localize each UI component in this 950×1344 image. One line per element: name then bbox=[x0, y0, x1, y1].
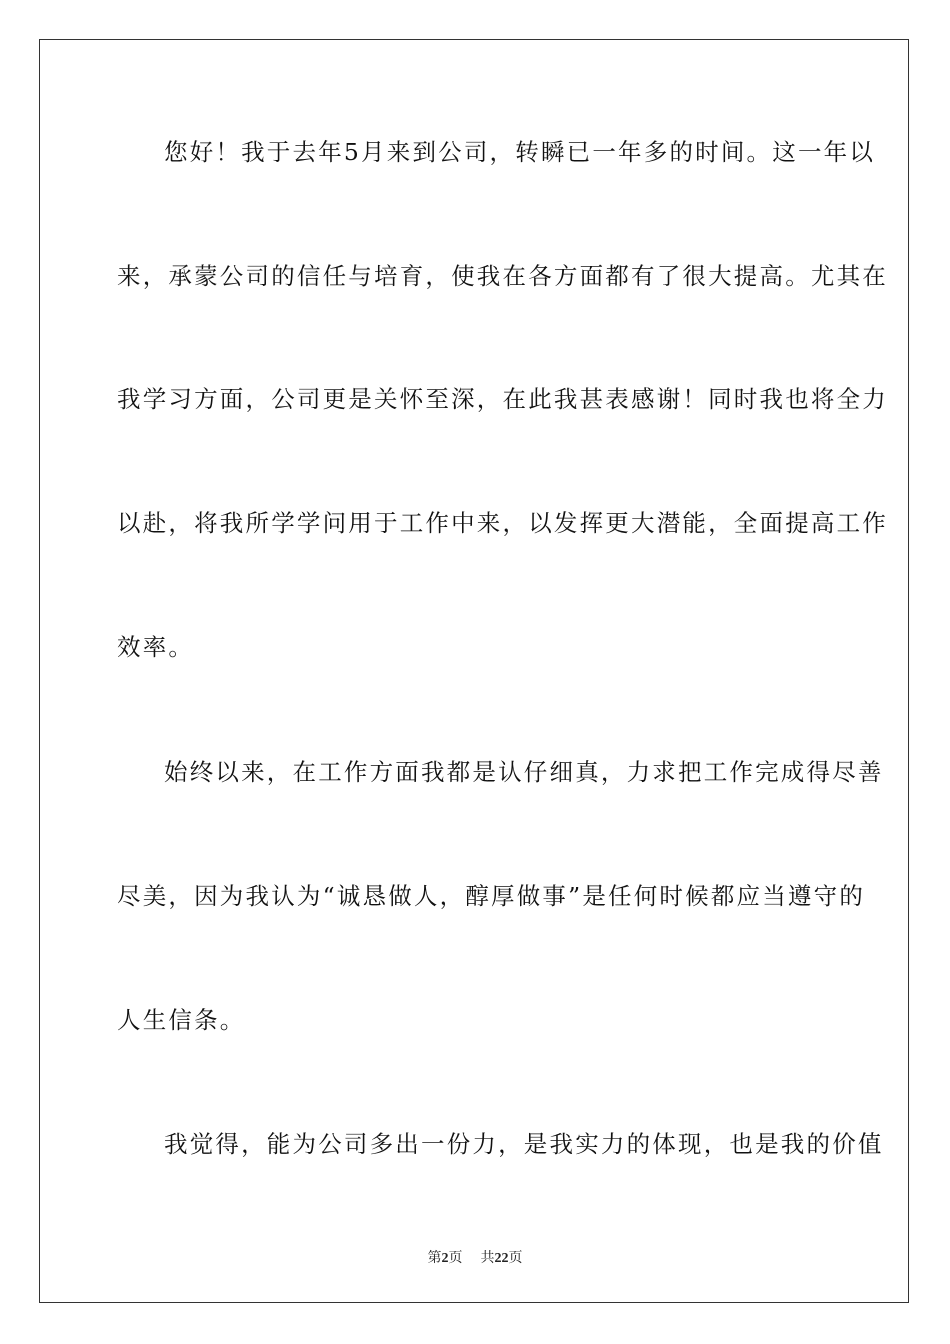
footer-page-number: 2 bbox=[441, 1251, 449, 1266]
footer-page-prefix: 第 bbox=[427, 1251, 442, 1266]
page-frame bbox=[39, 39, 909, 1303]
paragraph-1-line-3: 我学习方面，公司更是关怀至深，在此我甚表感谢！同时我也将全力 bbox=[117, 385, 888, 413]
page-footer bbox=[0, 1247, 950, 1267]
footer-total-pages: 22 bbox=[494, 1251, 509, 1266]
paragraph-1-line-4: 以赴，将我所学学问用于工作中来，以发挥更大潜能，全面提高工作 bbox=[117, 509, 888, 537]
footer-total-prefix: 共 bbox=[480, 1251, 495, 1266]
paragraph-2-line-2: 尽美，因为我认为“诚恳做人，醇厚做事”是任何时候都应当遵守的 bbox=[117, 882, 866, 910]
paragraph-2-line-3: 人生信条。 bbox=[117, 1006, 246, 1034]
paragraph-1-line-5: 效率。 bbox=[117, 633, 195, 661]
paragraph-2-line-1: 始终以来，在工作方面我都是认仔细真，力求把工作完成得尽善 bbox=[164, 758, 884, 786]
paragraph-1-line-2: 来，承蒙公司的信任与培育，使我在各方面都有了很大提高。尤其在 bbox=[117, 262, 888, 290]
footer-total-suffix: 页 bbox=[508, 1251, 523, 1266]
paragraph-3-line-1: 我觉得，能为公司多出一份力，是我实力的体现，也是我的价值 bbox=[164, 1130, 884, 1158]
paragraph-1-line-1: 您好！我于去年5月来到公司，转瞬已一年多的时间。这一年以 bbox=[164, 138, 876, 166]
footer-page-suffix: 页 bbox=[448, 1251, 463, 1266]
